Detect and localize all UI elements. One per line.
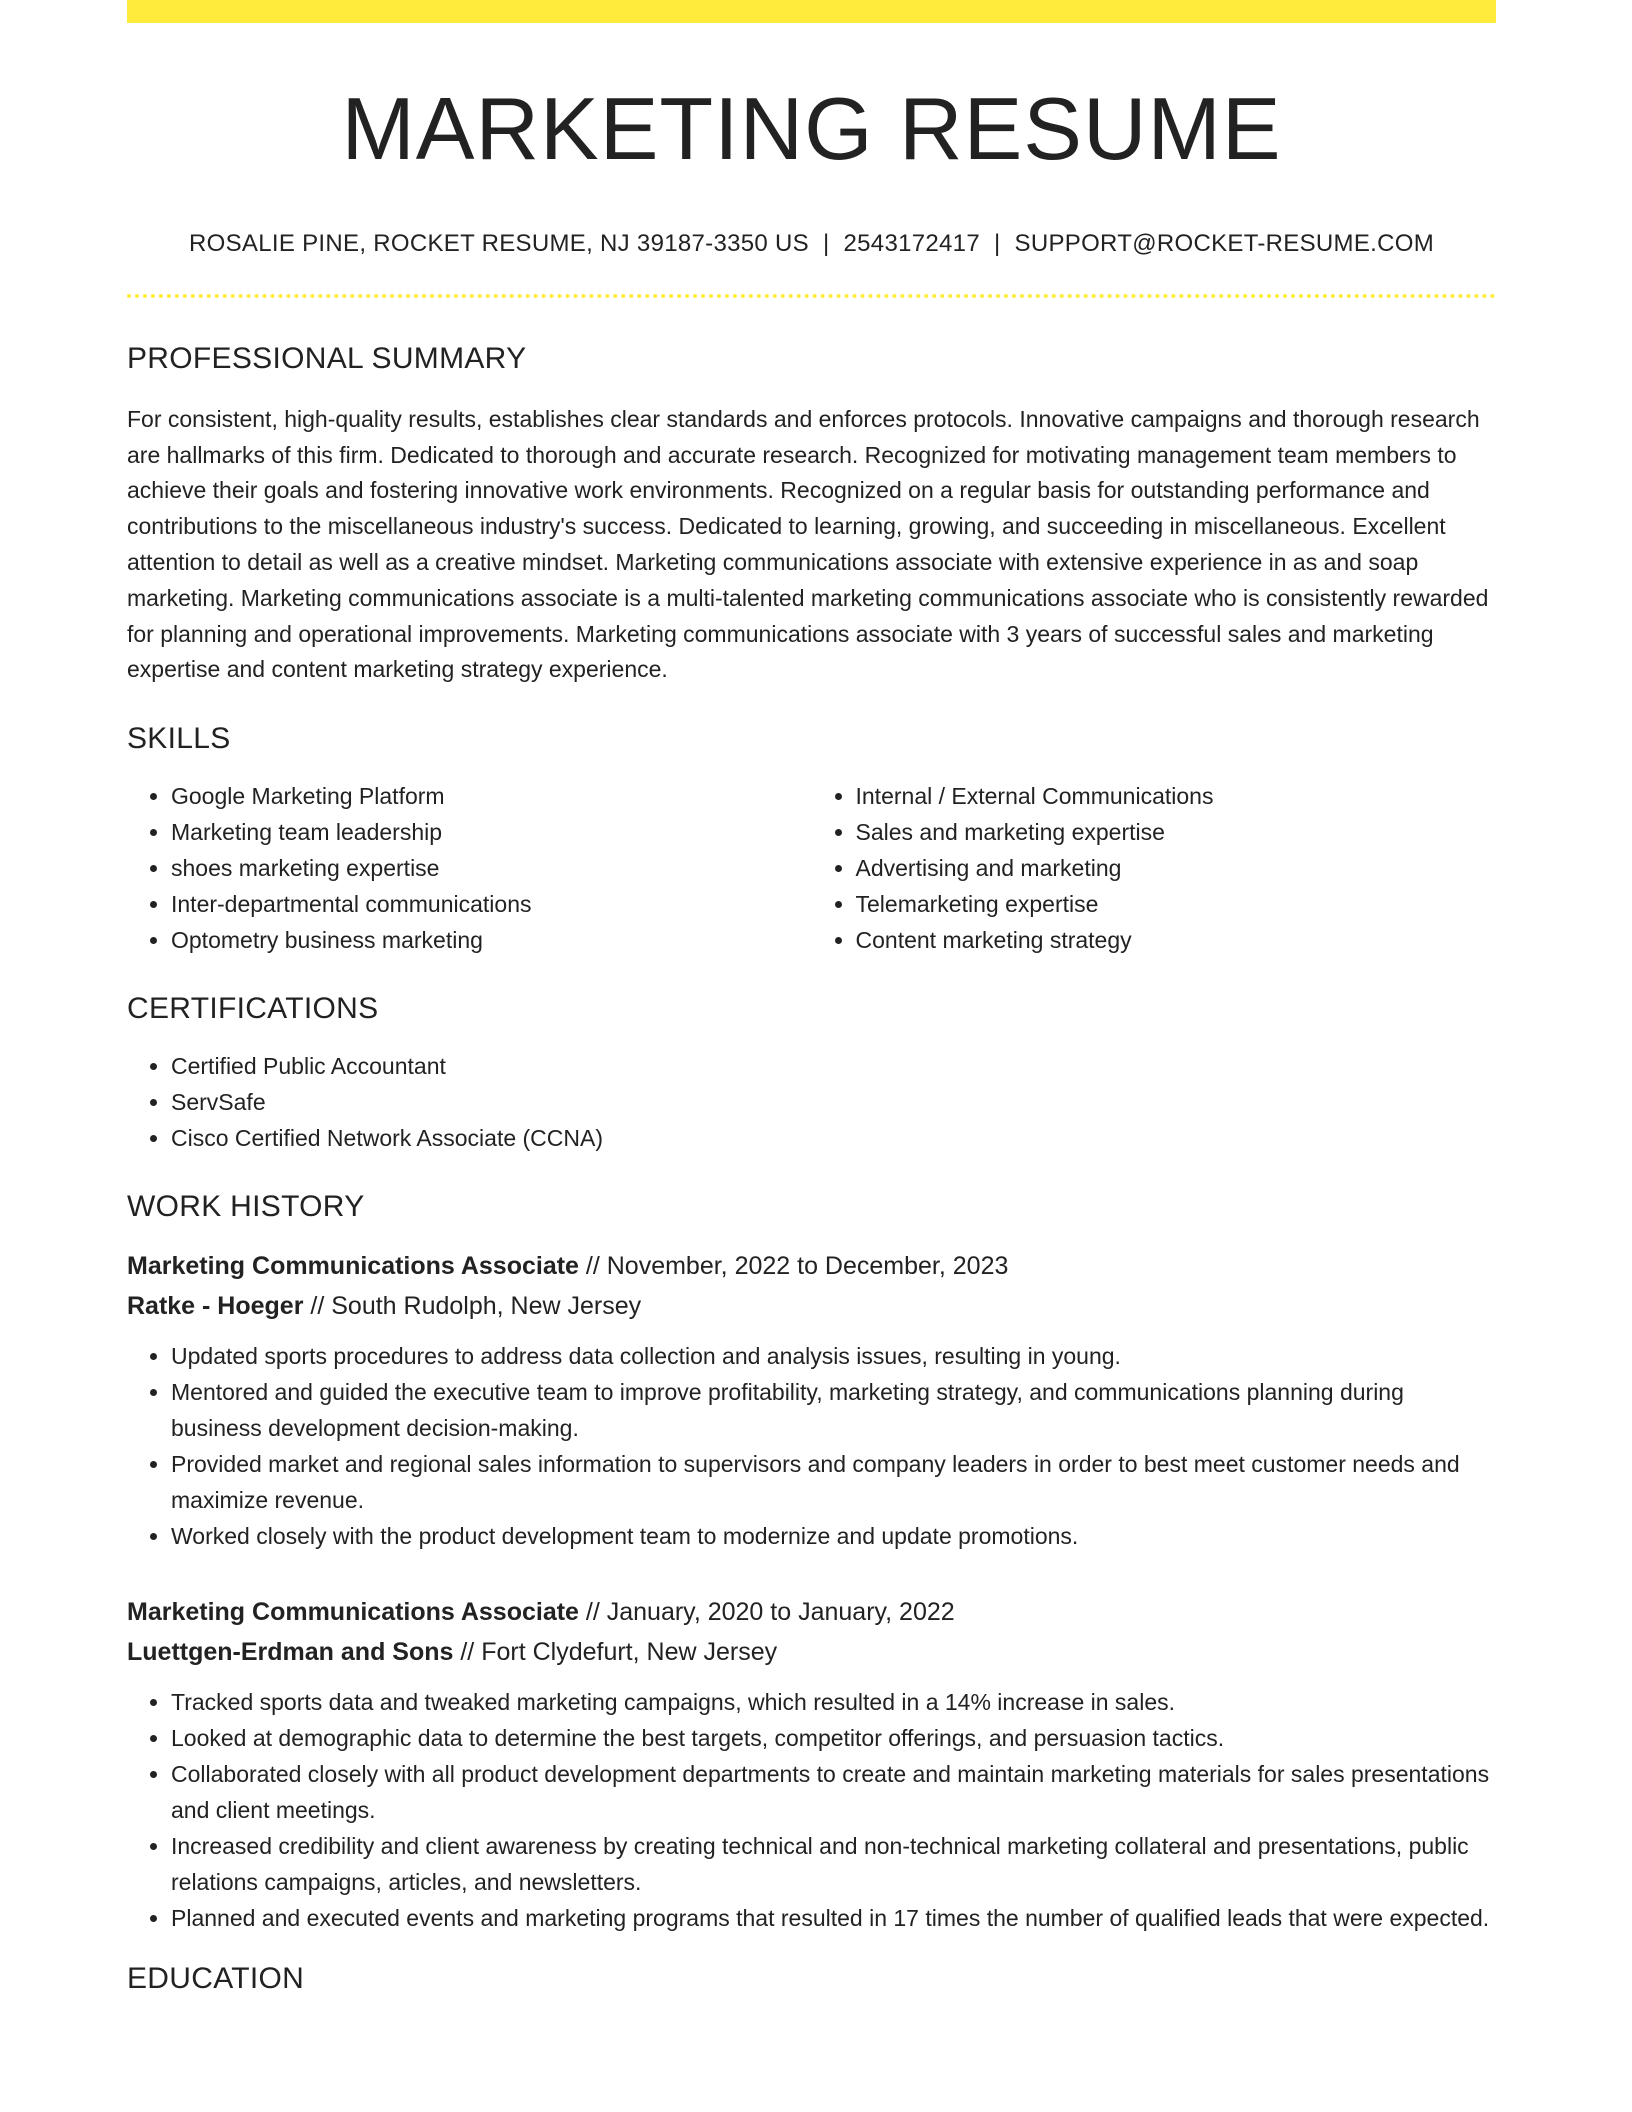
job-duty: • Mentored and guided the executive team to improve profitability, marketing strategy, and communications planning during business development decision-making. [171,1374,1496,1446]
skill-item: • Content marketing strategy [856,922,1497,958]
job-company-line [127,1286,1496,1326]
job-duties-list [127,1684,1496,1936]
skill-item: • Marketing team leadership [171,814,812,850]
job-duty: • Looked at demographic data to determine the best targets, competitor offerings, and persuasion tactics. [171,1720,1496,1756]
contact-address: ROSALIE PINE, ROCKET RESUME, NJ 39187-3350 US [189,229,809,257]
skills-columns [127,778,1496,958]
job-duty: • Worked closely with the product development team to modernize and update promotions. [171,1518,1496,1554]
skill-item: • Telemarketing expertise [856,886,1497,922]
certification-item: • Certified Public Accountant [171,1048,1496,1084]
job-company: Ratke - Hoeger [127,1292,304,1321]
certifications-heading: CERTIFICATIONS [127,992,379,1026]
contact-email: SUPPORT@ROCKET-RESUME.COM [1014,229,1434,257]
contact-phone: 2543172417 [843,229,980,257]
job-title: Marketing Communications Associate [127,1252,579,1281]
education-heading: EDUCATION [127,1962,305,1996]
job-duty: • Updated sports procedures to address data collection and analysis issues, resulting in young. [171,1338,1496,1374]
skill-item: • Inter-departmental communications [171,886,812,922]
job-entry [127,1592,1496,1936]
contact-separator: | [822,229,830,257]
job-company-line [127,1632,1496,1672]
skill-item: • Advertising and marketing [856,850,1497,886]
job-duties-list [127,1338,1496,1554]
skill-item: • Sales and marketing expertise [856,814,1497,850]
skill-item: • shoes marketing expertise [171,850,812,886]
contact-separator: | [993,229,1001,257]
skill-item: • Optometry business marketing [171,922,812,958]
job-location: // Fort Clydefurt, New Jersey [460,1638,778,1667]
job-title-line [127,1592,1496,1632]
skill-item: • Internal / External Communications [856,778,1497,814]
work-history-heading: WORK HISTORY [127,1190,365,1224]
job-entry [127,1246,1496,1554]
job-dates: // January, 2020 to January, 2022 [585,1598,955,1627]
job-title-line [127,1246,1496,1286]
summary-text: For consistent, high-quality results, establishes clear standards and enforces protocols. Innovative campaigns and thorough research are hallmarks of this firm. Dedicated to thorough and accurate research. Recognized for motivating management team members to achieve their goals and fostering innovative work environments. Recognized on a regular basis for outstanding performance and contributions to the miscellaneous industry's success. Dedicated to learning, growing, and succeeding in miscellaneous. Excellent attention to detail as well as a creative mindset. Marketing communications associate with extensive experience in as and soap marketing. Marketing communications associate is a multi-talented marketing communications associate who is consistently rewarded for planning and operational improvements. Marketing communications associate with 3 years of successful sales and marketing expertise and content marketing strategy experience. [127,405,1489,683]
job-duty: • Provided market and regional sales information to supervisors and company leaders in order to best meet customer needs and maximize revenue. [171,1446,1496,1518]
skills-list-right [812,778,1497,958]
resume-page [127,0,1496,1996]
dotted-divider [127,294,1496,298]
job-duty: • Planned and executed events and marketing programs that resulted in 17 times the number of qualified leads that were expected. [171,1900,1496,1936]
certification-item: • ServSafe [171,1084,1496,1120]
resume-title: MARKETING RESUME [341,79,1282,178]
contact-line [127,230,1496,258]
job-duty: • Collaborated closely with all product development departments to create and maintain marketing materials for sales presentations and client meetings. [171,1756,1496,1828]
job-company: Luettgen-Erdman and Sons [127,1638,454,1667]
job-duty: • Increased credibility and client awareness by creating technical and non-technical marketing collateral and presentations, public relations campaigns, articles, and newsletters. [171,1828,1496,1900]
accent-top-bar [127,0,1496,23]
job-dates: // November, 2022 to December, 2023 [585,1252,1009,1281]
certification-item: • Cisco Certified Network Associate (CCNA) [171,1120,1496,1156]
job-title: Marketing Communications Associate [127,1598,579,1627]
job-location: // South Rudolph, New Jersey [310,1292,642,1321]
skills-list-left [127,778,812,958]
summary-heading: PROFESSIONAL SUMMARY [127,341,527,375]
skills-heading: SKILLS [127,722,231,756]
job-duty: • Tracked sports data and tweaked marketing campaigns, which resulted in a 14% increase in sales. [171,1684,1496,1720]
skill-item: • Google Marketing Platform [171,778,812,814]
certifications-list [127,1048,1496,1156]
